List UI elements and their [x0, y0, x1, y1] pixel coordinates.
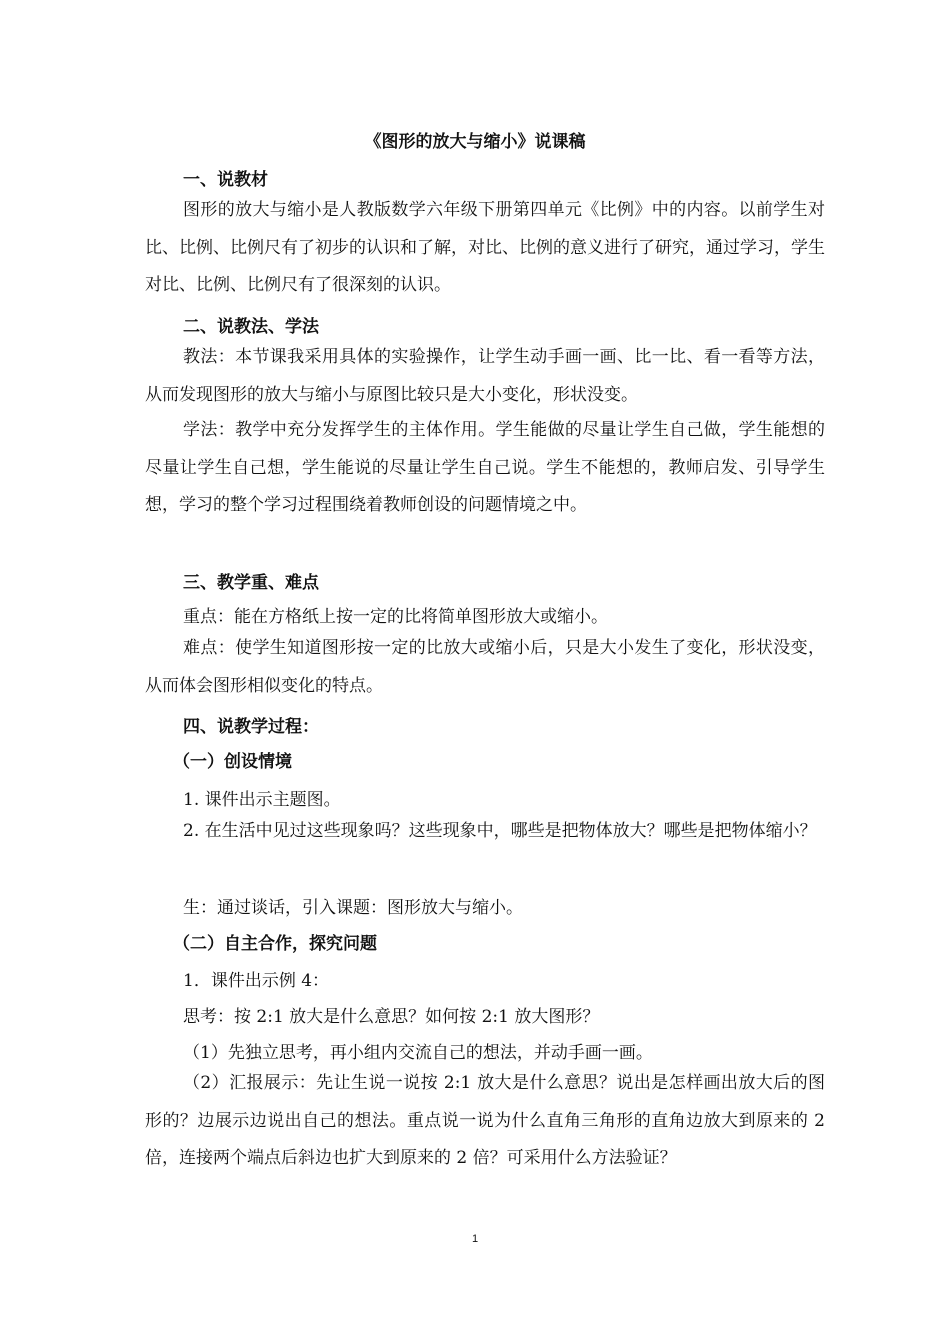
- page-number: 1: [471, 1233, 479, 1245]
- section-heading-process: 四、说教学过程：: [183, 717, 319, 737]
- paragraph-learning-method: 学法：教学中充分发挥学生的主体作用。学生能做的尽量让学生自己做，学生能想的尽量让学生自己想，学生能说的尽量让学生自己说。学生不能想的，教师启发、引导学生想，学习的整个学习过程围绕着教师创设的问题情境之中。: [145, 420, 825, 515]
- document-title: 《图形的放大与缩小》说课稿: [364, 132, 586, 152]
- paragraph-teaching-method: 教法：本节课我采用具体的实验操作，让学生动手画一画、比一比、看一看等方法，从而发现图形的放大与缩小与原图比较只是大小变化，形状没变。: [145, 347, 825, 405]
- list-item: 1. 课件出示主题图。: [183, 790, 341, 810]
- paragraph-textbook: 图形的放大与缩小是人教版数学六年级下册第四单元《比例》中的内容。以前学生对比、比例、比例尺有了初步的认识和了解，对比、比例的意义进行了研究，通过学习，学生对比、比例、比例尺有了很深刻的认识。: [145, 200, 825, 295]
- difficult-point-text: 难点：使学生知道图形按一定的比放大或缩小后，只是大小发生了变化，形状没变，从而体会图形相似变化的特点。: [145, 638, 825, 696]
- section-heading-key-points: 三、教学重、难点: [183, 573, 319, 593]
- list-item: 1．课件出示例 4：: [183, 971, 330, 991]
- section-heading-methods: 二、说教法、学法: [183, 317, 319, 337]
- key-point-text: 重点：能在方格纸上按一定的比将简单图形放大或缩小。: [183, 607, 608, 627]
- think-question: 思考：按 2:1 放大是什么意思？如何按 2:1 放大图形？: [183, 1007, 600, 1027]
- step-item: （1）先独立思考，再小组内交流自己的想法，并动手画一画。: [183, 1043, 653, 1063]
- list-item: 2. 在生活中见过这些现象吗？这些现象中，哪些是把物体放大？哪些是把物体缩小？: [183, 821, 817, 841]
- student-response: 生：通过谈话，引入课题：图形放大与缩小。: [183, 898, 523, 918]
- subsection-heading-cooperation: （二）自主合作，探究问题: [173, 934, 377, 954]
- subsection-heading-situation: （一）创设情境: [173, 752, 292, 772]
- step-item: （2）汇报展示：先让生说一说按 2:1 放大是什么意思？说出是怎样画出放大后的图形的？边展示边说出自己的想法。重点说一说为什么直角三角形的直角边放大到原来的 2 倍，连接两个端点后斜边也扩大到原来的 2 倍？可采用什么方法验证？: [145, 1073, 825, 1168]
- section-heading-textbook: 一、说教材: [183, 170, 268, 190]
